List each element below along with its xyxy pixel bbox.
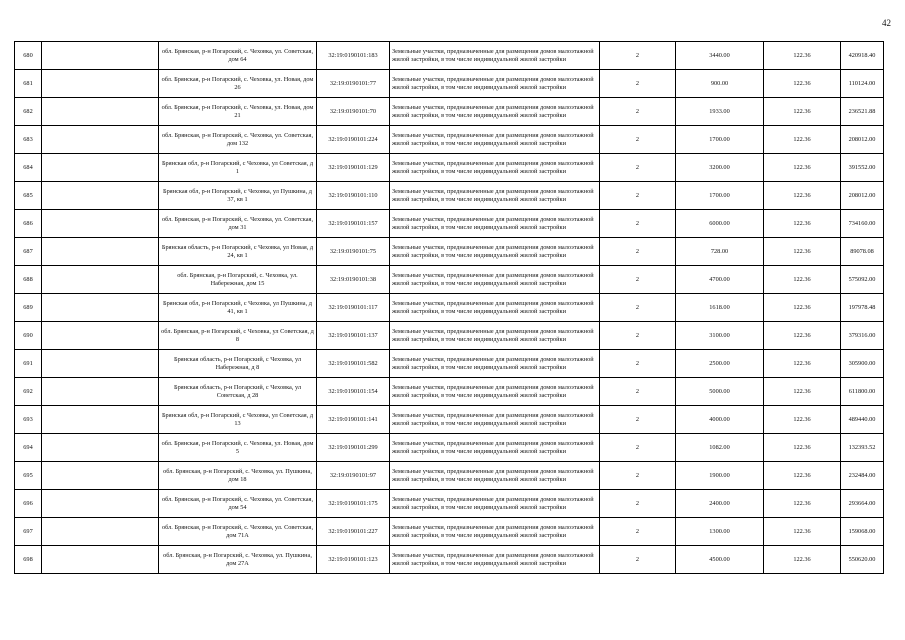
rate-cell: 122.36 [764, 266, 841, 294]
table-row [15, 98, 884, 126]
address-cell: обл. Брянская, р-н Погарский, с. Чеховка, ул. Советская, дом 64 [159, 42, 317, 70]
address-cell: Брянская обл, р-н Погарский, с Чеховка, ул Советская, д 1 [159, 154, 317, 182]
row-number-cell: 682 [15, 98, 42, 126]
address-cell: Брянская область, р-н Погарский, с Чеховка, ул Советская, д 28 [159, 378, 317, 406]
row-number-cell: 680 [15, 42, 42, 70]
address-cell: обл. Брянская, р-н Погарский, с. Чеховка, ул. Новая, дом 26 [159, 70, 317, 98]
blank-cell [42, 546, 159, 574]
address-cell: Брянская обл, р-н Погарский, с Чеховка, ул Пушкина, д 37, кв 1 [159, 182, 317, 210]
blank-cell [42, 266, 159, 294]
row-number-cell: 693 [15, 406, 42, 434]
area-cell: 1300.00 [676, 518, 764, 546]
table-row [15, 462, 884, 490]
row-number-cell: 690 [15, 322, 42, 350]
permitted-use-cell: Земельные участки, предназначенные для размещения домов малоэтажной жилой застройки, в том числе индивидуальной жилой застройки [390, 462, 600, 490]
cadastral-value-cell: 391552.00 [841, 154, 884, 182]
cadastral-number-cell: 32:19:0190101:183 [317, 42, 390, 70]
area-cell: 3100.00 [676, 322, 764, 350]
cadastral-number-cell: 32:19:0190101:141 [317, 406, 390, 434]
table-row [15, 238, 884, 266]
permitted-use-cell: Земельные участки, предназначенные для размещения домов малоэтажной жилой застройки, в том числе индивидуальной жилой застройки [390, 126, 600, 154]
cadastral-number-cell: 32:19:0190101:227 [317, 518, 390, 546]
category-cell: 2 [600, 210, 676, 238]
row-number-cell: 688 [15, 266, 42, 294]
cadastral-value-cell: 132393.52 [841, 434, 884, 462]
permitted-use-cell: Земельные участки, предназначенные для размещения домов малоэтажной жилой застройки, в том числе индивидуальной жилой застройки [390, 322, 600, 350]
cadastral-value-cell: 232484.00 [841, 462, 884, 490]
rate-cell: 122.36 [764, 350, 841, 378]
blank-cell [42, 434, 159, 462]
row-number-cell: 683 [15, 126, 42, 154]
cadastral-value-cell: 611800.00 [841, 378, 884, 406]
cadastral-value-cell: 489440.00 [841, 406, 884, 434]
address-cell: обл. Брянская, р-н Погарский, с Чеховка, ул Советская, д 8 [159, 322, 317, 350]
blank-cell [42, 126, 159, 154]
category-cell: 2 [600, 322, 676, 350]
cadastral-number-cell: 32:19:0190101:38 [317, 266, 390, 294]
rate-cell: 122.36 [764, 182, 841, 210]
row-number-cell: 689 [15, 294, 42, 322]
rate-cell: 122.36 [764, 126, 841, 154]
permitted-use-cell: Земельные участки, предназначенные для размещения домов малоэтажной жилой застройки, в том числе индивидуальной жилой застройки [390, 434, 600, 462]
area-cell: 1900.00 [676, 462, 764, 490]
blank-cell [42, 294, 159, 322]
table-row [15, 70, 884, 98]
area-cell: 1082.00 [676, 434, 764, 462]
permitted-use-cell: Земельные участки, предназначенные для размещения домов малоэтажной жилой застройки, в том числе индивидуальной жилой застройки [390, 518, 600, 546]
category-cell: 2 [600, 294, 676, 322]
table-row [15, 182, 884, 210]
rate-cell: 122.36 [764, 70, 841, 98]
cadastral-value-cell: 550620.00 [841, 546, 884, 574]
blank-cell [42, 378, 159, 406]
area-cell: 6000.00 [676, 210, 764, 238]
rate-cell: 122.36 [764, 518, 841, 546]
address-cell: обл. Брянская, р-н Погарский, с. Чеховка, ул. Советская, дом 54 [159, 490, 317, 518]
table-row [15, 42, 884, 70]
category-cell: 2 [600, 350, 676, 378]
cadastral-value-cell: 734160.00 [841, 210, 884, 238]
cadastral-number-cell: 32:19:0190101:70 [317, 98, 390, 126]
permitted-use-cell: Земельные участки, предназначенные для размещения домов малоэтажной жилой застройки, в том числе индивидуальной жилой застройки [390, 70, 600, 98]
cadastral-value-cell: 110124.00 [841, 70, 884, 98]
table-row [15, 406, 884, 434]
blank-cell [42, 98, 159, 126]
table-row [15, 350, 884, 378]
cadastral-number-cell: 32:19:0190101:175 [317, 490, 390, 518]
row-number-cell: 696 [15, 490, 42, 518]
category-cell: 2 [600, 546, 676, 574]
blank-cell [42, 238, 159, 266]
row-number-cell: 698 [15, 546, 42, 574]
category-cell: 2 [600, 462, 676, 490]
address-cell: Брянская обл, р-н Погарский, с Чеховка, ул Советская, д 13 [159, 406, 317, 434]
table-row [15, 126, 884, 154]
row-number-cell: 687 [15, 238, 42, 266]
area-cell: 1700.00 [676, 182, 764, 210]
table-row [15, 518, 884, 546]
rate-cell: 122.36 [764, 434, 841, 462]
category-cell: 2 [600, 434, 676, 462]
cadastral-value-cell: 236521.88 [841, 98, 884, 126]
blank-cell [42, 154, 159, 182]
blank-cell [42, 182, 159, 210]
blank-cell [42, 406, 159, 434]
category-cell: 2 [600, 98, 676, 126]
blank-cell [42, 210, 159, 238]
address-cell: обл. Брянская, р-н Погарский, с. Чеховка, ул. Пушкина, дом 18 [159, 462, 317, 490]
cadastral-number-cell: 32:19:0190101:582 [317, 350, 390, 378]
permitted-use-cell: Земельные участки, предназначенные для размещения домов малоэтажной жилой застройки, в том числе индивидуальной жилой застройки [390, 378, 600, 406]
rate-cell: 122.36 [764, 42, 841, 70]
table-row [15, 210, 884, 238]
cadastral-number-cell: 32:19:0190101:117 [317, 294, 390, 322]
category-cell: 2 [600, 266, 676, 294]
rate-cell: 122.36 [764, 322, 841, 350]
blank-cell [42, 518, 159, 546]
address-cell: обл. Брянская, р-н Погарский, с. Чеховка, ул. Новая, дом 21 [159, 98, 317, 126]
blank-cell [42, 70, 159, 98]
table-row [15, 378, 884, 406]
category-cell: 2 [600, 126, 676, 154]
row-number-cell: 691 [15, 350, 42, 378]
address-cell: Брянская область, р-н Погарский, с Чеховка, ул Новая, д 24, кв 1 [159, 238, 317, 266]
cadastral-value-cell: 420918.40 [841, 42, 884, 70]
category-cell: 2 [600, 490, 676, 518]
cadastral-value-cell: 89078.08 [841, 238, 884, 266]
cadastral-number-cell: 32:19:0190101:123 [317, 546, 390, 574]
table-row [15, 322, 884, 350]
permitted-use-cell: Земельные участки, предназначенные для размещения домов малоэтажной жилой застройки, в том числе индивидуальной жилой застройки [390, 238, 600, 266]
rate-cell: 122.36 [764, 238, 841, 266]
table-row [15, 266, 884, 294]
row-number-cell: 692 [15, 378, 42, 406]
address-cell: обл. Брянская, р-н Погарский, с. Чеховка, ул. Новая, дом 5 [159, 434, 317, 462]
address-cell: Брянская область, р-н Погарский, с Чеховка, ул Набережная, д 8 [159, 350, 317, 378]
cadastral-number-cell: 32:19:0190101:224 [317, 126, 390, 154]
area-cell: 2400.00 [676, 490, 764, 518]
permitted-use-cell: Земельные участки, предназначенные для размещения домов малоэтажной жилой застройки, в том числе индивидуальной жилой застройки [390, 490, 600, 518]
cadastral-number-cell: 32:19:0190101:299 [317, 434, 390, 462]
land-plots-table [14, 41, 884, 574]
table-row [15, 546, 884, 574]
address-cell: Брянская обл, р-н Погарский, с Чеховка, ул Пушкина, д 41, кв 1 [159, 294, 317, 322]
cadastral-number-cell: 32:19:0190101:157 [317, 210, 390, 238]
permitted-use-cell: Земельные участки, предназначенные для размещения домов малоэтажной жилой застройки, в том числе индивидуальной жилой застройки [390, 546, 600, 574]
cadastral-value-cell: 208012.00 [841, 126, 884, 154]
cadastral-number-cell: 32:19:0190101:77 [317, 70, 390, 98]
cadastral-number-cell: 32:19:0190101:97 [317, 462, 390, 490]
category-cell: 2 [600, 238, 676, 266]
row-number-cell: 697 [15, 518, 42, 546]
cadastral-value-cell: 208012.00 [841, 182, 884, 210]
area-cell: 1618.00 [676, 294, 764, 322]
rate-cell: 122.36 [764, 546, 841, 574]
table-row [15, 294, 884, 322]
row-number-cell: 694 [15, 434, 42, 462]
permitted-use-cell: Земельные участки, предназначенные для размещения домов малоэтажной жилой застройки, в том числе индивидуальной жилой застройки [390, 210, 600, 238]
category-cell: 2 [600, 406, 676, 434]
area-cell: 4000.00 [676, 406, 764, 434]
blank-cell [42, 490, 159, 518]
area-cell: 4500.00 [676, 546, 764, 574]
table-body [15, 42, 884, 574]
cadastral-number-cell: 32:19:0190101:129 [317, 154, 390, 182]
category-cell: 2 [600, 154, 676, 182]
rate-cell: 122.36 [764, 378, 841, 406]
rate-cell: 122.36 [764, 490, 841, 518]
permitted-use-cell: Земельные участки, предназначенные для размещения домов малоэтажной жилой застройки, в том числе индивидуальной жилой застройки [390, 406, 600, 434]
address-cell: обл. Брянская, р-н Погарский, с. Чеховка, ул. Набережная, дом 15 [159, 266, 317, 294]
blank-cell [42, 350, 159, 378]
address-cell: обл. Брянская, р-н Погарский, с. Чеховка, ул. Советская, дом 71А [159, 518, 317, 546]
page-number: 42 [882, 18, 891, 28]
area-cell: 1933.00 [676, 98, 764, 126]
table-row [15, 434, 884, 462]
category-cell: 2 [600, 378, 676, 406]
cadastral-number-cell: 32:19:0190101:110 [317, 182, 390, 210]
permitted-use-cell: Земельные участки, предназначенные для размещения домов малоэтажной жилой застройки, в том числе индивидуальной жилой застройки [390, 182, 600, 210]
table-row [15, 490, 884, 518]
rate-cell: 122.36 [764, 294, 841, 322]
cadastral-number-cell: 32:19:0190101:75 [317, 238, 390, 266]
address-cell: обл. Брянская, р-н Погарский, с. Чеховка, ул. Советская, дом 31 [159, 210, 317, 238]
row-number-cell: 686 [15, 210, 42, 238]
rate-cell: 122.36 [764, 98, 841, 126]
category-cell: 2 [600, 182, 676, 210]
permitted-use-cell: Земельные участки, предназначенные для размещения домов малоэтажной жилой застройки, в том числе индивидуальной жилой застройки [390, 42, 600, 70]
area-cell: 728.00 [676, 238, 764, 266]
rate-cell: 122.36 [764, 462, 841, 490]
permitted-use-cell: Земельные участки, предназначенные для размещения домов малоэтажной жилой застройки, в том числе индивидуальной жилой застройки [390, 98, 600, 126]
row-number-cell: 681 [15, 70, 42, 98]
address-cell: обл. Брянская, р-н Погарский, с. Чеховка, ул. Советская, дом 132 [159, 126, 317, 154]
area-cell: 4700.00 [676, 266, 764, 294]
cadastral-number-cell: 32:19:0190101:137 [317, 322, 390, 350]
cadastral-value-cell: 197978.48 [841, 294, 884, 322]
blank-cell [42, 42, 159, 70]
cadastral-value-cell: 293664.00 [841, 490, 884, 518]
rate-cell: 122.36 [764, 210, 841, 238]
table-row [15, 154, 884, 182]
rate-cell: 122.36 [764, 406, 841, 434]
cadastral-value-cell: 305900.00 [841, 350, 884, 378]
rate-cell: 122.36 [764, 154, 841, 182]
area-cell: 3440.00 [676, 42, 764, 70]
cadastral-number-cell: 32:19:0190101:154 [317, 378, 390, 406]
permitted-use-cell: Земельные участки, предназначенные для размещения домов малоэтажной жилой застройки, в том числе индивидуальной жилой застройки [390, 266, 600, 294]
area-cell: 5000.00 [676, 378, 764, 406]
permitted-use-cell: Земельные участки, предназначенные для размещения домов малоэтажной жилой застройки, в том числе индивидуальной жилой застройки [390, 294, 600, 322]
row-number-cell: 685 [15, 182, 42, 210]
cadastral-value-cell: 379316.00 [841, 322, 884, 350]
permitted-use-cell: Земельные участки, предназначенные для размещения домов малоэтажной жилой застройки, в том числе индивидуальной жилой застройки [390, 154, 600, 182]
permitted-use-cell: Земельные участки, предназначенные для размещения домов малоэтажной жилой застройки, в том числе индивидуальной жилой застройки [390, 350, 600, 378]
area-cell: 2500.00 [676, 350, 764, 378]
category-cell: 2 [600, 42, 676, 70]
blank-cell [42, 322, 159, 350]
cadastral-value-cell: 575092.00 [841, 266, 884, 294]
area-cell: 900.00 [676, 70, 764, 98]
address-cell: обл. Брянская, р-н Погарский, с. Чеховка, ул. Пушкина, дом 27А [159, 546, 317, 574]
area-cell: 1700.00 [676, 126, 764, 154]
area-cell: 3200.00 [676, 154, 764, 182]
cadastral-value-cell: 159068.00 [841, 518, 884, 546]
blank-cell [42, 462, 159, 490]
row-number-cell: 695 [15, 462, 42, 490]
category-cell: 2 [600, 70, 676, 98]
row-number-cell: 684 [15, 154, 42, 182]
category-cell: 2 [600, 518, 676, 546]
